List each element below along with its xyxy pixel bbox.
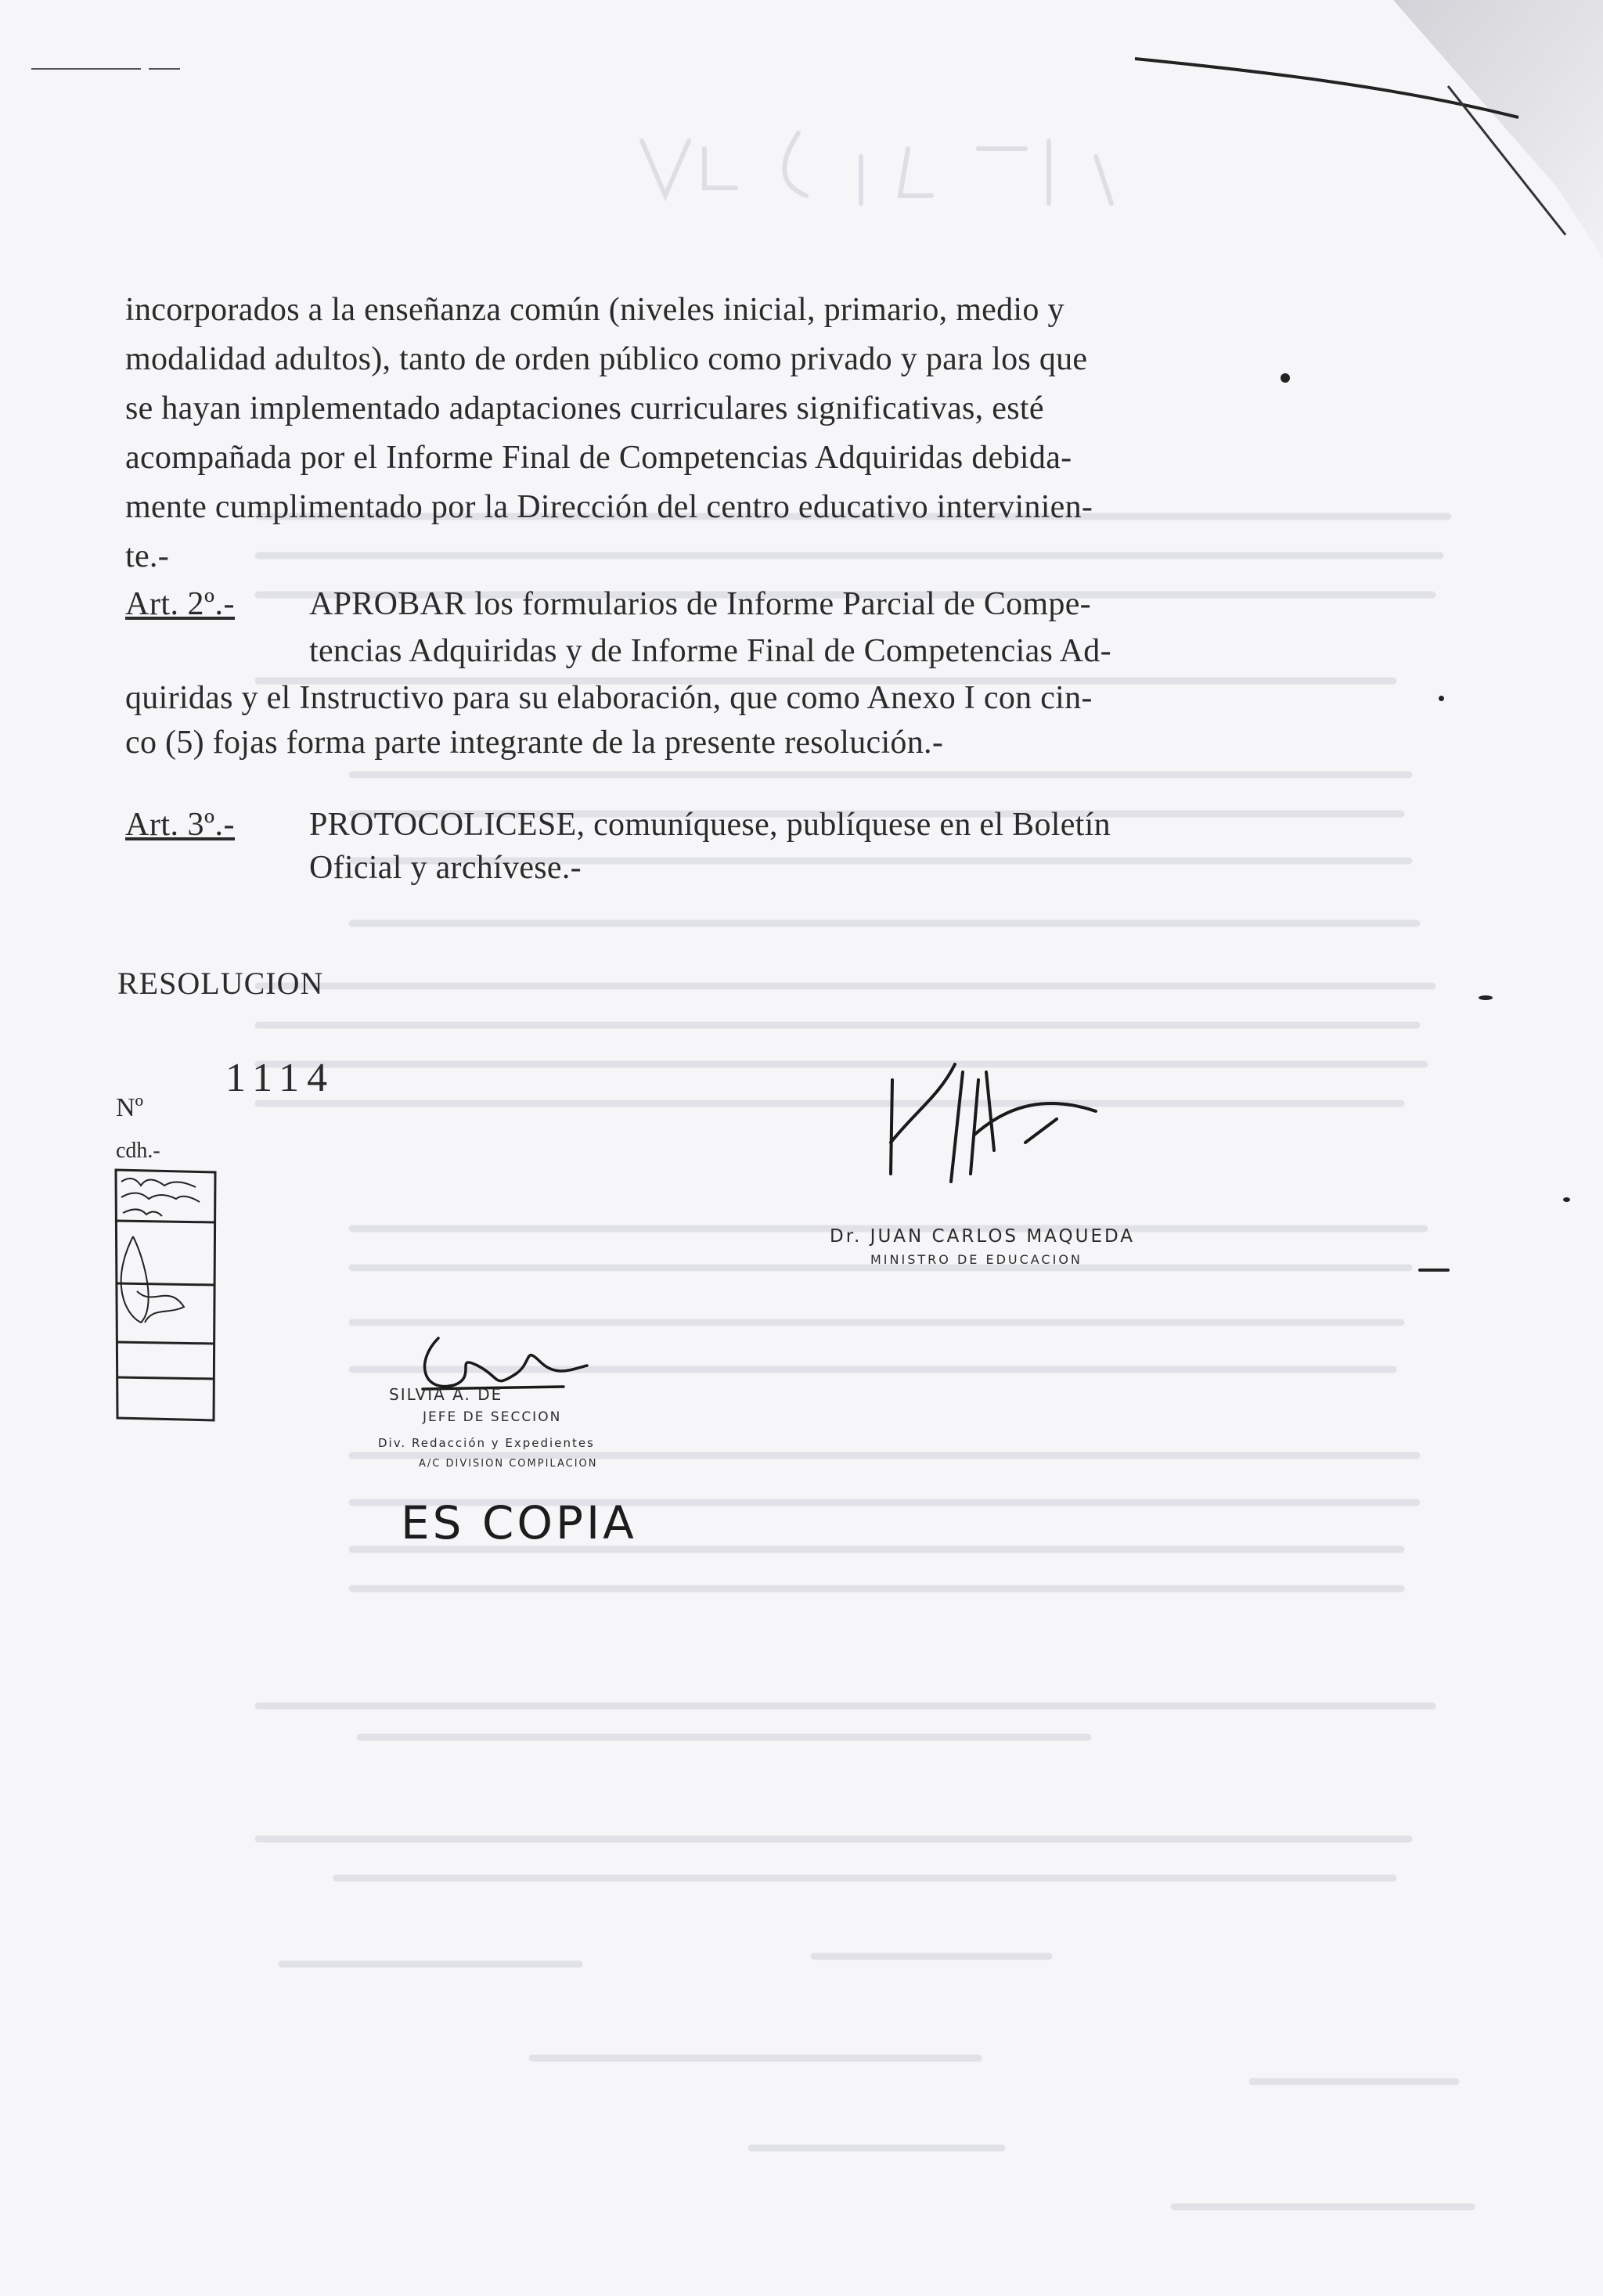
minister-title: MINISTRO DE EDUCACION	[870, 1252, 1082, 1267]
speck	[1439, 696, 1444, 701]
article2-line: co (5) fojas forma parte integrante de la presente resolución.-	[125, 725, 944, 761]
paragraph-line: mente cumplimentado por la Dirección del centro educativo intervinien-	[125, 489, 1093, 525]
article3-line: PROTOCOLICESE, comuníquese, publíquese en el Boletín	[309, 807, 1111, 843]
article2-line: tencias Adquiridas y de Informe Final de Competencias Ad-	[309, 633, 1111, 669]
speck	[1563, 1197, 1570, 1202]
speck	[1479, 995, 1493, 1000]
resolution-number: 1114	[225, 1056, 336, 1100]
article3-line: Oficial y archívese.-	[309, 850, 582, 886]
article3-label: Art. 3º.-	[125, 807, 235, 843]
article2-label: Art. 2º.-	[125, 586, 235, 622]
resolution-label: RESOLUCION	[117, 966, 324, 1001]
registration-stamp	[113, 1166, 219, 1424]
paragraph-line: se hayan implementado adaptaciones curriculares significativas, esté	[125, 390, 1044, 426]
certifier-name: SILVIA A. DE	[389, 1385, 503, 1404]
speck	[1281, 373, 1290, 383]
minister-name: Dr. JUAN CARLOS MAQUEDA	[830, 1226, 1136, 1247]
minister-signature	[869, 1049, 1119, 1221]
paragraph-line: acompañada por el Informe Final de Competencias Adquiridas debida-	[125, 440, 1072, 476]
certifier-division: Div. Redacción y Expedientes	[378, 1436, 595, 1450]
paragraph-line: incorporados a la enseñanza común (niveles inicial, primario, medio y	[125, 292, 1064, 328]
resolution-initials: cdh.-	[116, 1139, 160, 1163]
article2-line: APROBAR los formularios de Informe Parcial de Compe-	[309, 586, 1091, 622]
certifier-division-2: A/C DIVISION COMPILACION	[419, 1458, 598, 1470]
paragraph-continuation	[125, 286, 1205, 581]
paragraph-line: modalidad adultos), tanto de orden público como privado y para los que	[125, 341, 1088, 377]
article2-line: quiridas y el Instructivo para su elaboración, que como Anexo I con cin-	[125, 680, 1093, 716]
copy-stamp: ES COPIA	[401, 1496, 637, 1549]
certifier-role: JEFE DE SECCION	[423, 1409, 562, 1425]
paragraph-line: te.-	[125, 538, 169, 574]
speck	[1418, 1269, 1450, 1272]
resolution-n-label: Nº	[116, 1093, 144, 1122]
